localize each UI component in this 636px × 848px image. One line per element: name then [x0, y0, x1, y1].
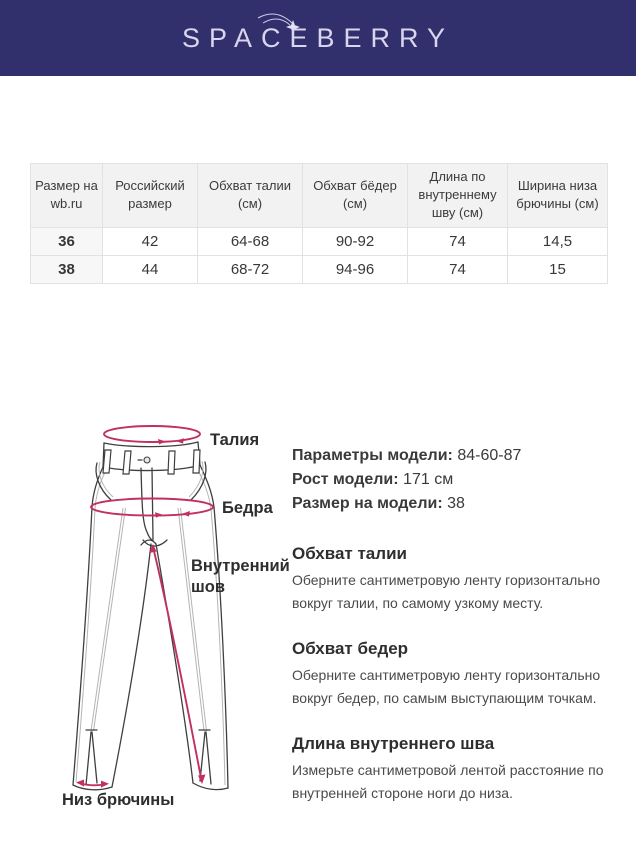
belt-loop — [193, 450, 200, 473]
waist-measure-ellipse — [104, 426, 200, 444]
model-size-line — [292, 492, 614, 516]
waist-button — [144, 457, 150, 463]
col-header-hem-width: Ширина низа брючины (см) — [508, 164, 608, 228]
model-height-label: Рост модели: — [292, 471, 399, 488]
col-header-waist: Обхват талии (см) — [198, 164, 303, 228]
guide-section-waist — [292, 544, 614, 615]
guide-text: Оберните сантиметровую ленту горизонтально вокруг талии, по самому узкому месту. — [292, 572, 601, 611]
cell-hips: 94-96 — [303, 255, 408, 283]
pants-outline — [73, 442, 228, 790]
model-height-value: 171 см — [403, 471, 454, 488]
table-row — [31, 227, 608, 255]
hem-label: Низ брючины — [62, 791, 175, 809]
measure-info-column — [292, 444, 614, 805]
cell-ru-size: 44 — [103, 255, 198, 283]
col-header-inseam-length: Длина по внутреннему шву (см) — [408, 164, 508, 228]
cell-waist: 64-68 — [198, 227, 303, 255]
guide-title: Длина внутреннего шва — [292, 734, 495, 753]
pants-diagram — [30, 410, 290, 840]
col-header-hips: Обхват бёдер (см) — [303, 164, 408, 228]
table-row — [31, 255, 608, 283]
brand-logo: SPACEBERRY — [181, 23, 455, 53]
guide-title: Обхват бедер — [292, 639, 409, 658]
cell-inseam-length: 74 — [408, 227, 508, 255]
cell-hem-width: 15 — [508, 255, 608, 283]
cell-wb-size: 36 — [31, 227, 103, 255]
brand-header — [0, 0, 636, 76]
cell-wb-size: 38 — [31, 255, 103, 283]
model-params-value: 84-60-87 — [457, 447, 522, 464]
model-params-line — [292, 444, 614, 468]
cell-hips: 90-92 — [303, 227, 408, 255]
col-header-ru-size: Российский размер — [103, 164, 198, 228]
guide-section-inseam — [292, 734, 614, 805]
cell-ru-size: 42 — [103, 227, 198, 255]
col-header-wb-size: Размер на wb.ru — [31, 164, 103, 228]
waist-label: Талия — [210, 431, 260, 449]
guide-text: Измерьте сантиметровой лентой расстояние по внутренней стороне ноги до низа. — [292, 762, 604, 801]
model-params-label: Параметры модели: — [292, 447, 453, 464]
model-height-line — [292, 468, 614, 492]
guide-section-hips — [292, 639, 614, 710]
cell-waist: 68-72 — [198, 255, 303, 283]
model-info — [292, 444, 614, 516]
inner-seam-label: Внутренний шов — [191, 557, 290, 596]
left-hem-slit — [86, 730, 97, 785]
cell-hem-width: 14,5 — [508, 227, 608, 255]
model-size-label: Размер на модели: — [292, 495, 443, 512]
model-size-value: 38 — [447, 495, 465, 512]
belt-loop — [123, 451, 131, 474]
belt-loop — [103, 450, 111, 473]
belt-loop — [168, 451, 175, 474]
size-table — [30, 163, 608, 284]
guide-title: Обхват талии — [292, 544, 407, 563]
size-table-header-row — [31, 164, 608, 228]
hips-label: Бедра — [222, 499, 273, 517]
guide-text: Оберните сантиметровую ленту горизонтально вокруг бедер, по самым выступающим точкам. — [292, 667, 601, 706]
hem-width-arrow — [76, 780, 109, 788]
cell-inseam-length: 74 — [408, 255, 508, 283]
